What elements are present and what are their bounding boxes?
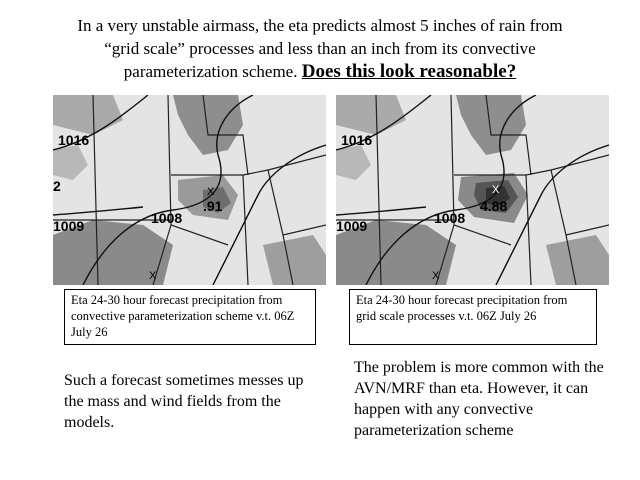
max-marker: X xyxy=(492,184,500,196)
isobar-label-1016: 1016 xyxy=(341,132,373,148)
low-marker: X xyxy=(432,270,440,282)
title-question: Does this look reasonable? xyxy=(301,61,517,82)
grid-scale-map-caption: Eta 24-30 hour forecast precipitation from grid scale processes v.t. 06Z July 26 xyxy=(349,289,597,345)
right-note: The problem is more common with the AVN/MRF than eta. However, it can happen with any convective parameterization scheme xyxy=(354,359,604,439)
isobar-label-1008: 1008 xyxy=(434,210,466,226)
title-line-1: In a very unstable airmass, the eta predicts almost 5 inches of rain from xyxy=(77,16,563,35)
grid-scale-map-graphic xyxy=(336,95,609,285)
low-marker: X xyxy=(149,270,157,282)
isobar-label-1016: 1016 xyxy=(58,132,90,148)
max-precip-value: 4.88 xyxy=(480,198,508,214)
isobar-label-1008: 1008 xyxy=(151,210,183,226)
isobar-label-1009: 1009 xyxy=(53,218,85,234)
grid-scale-precip-map xyxy=(336,95,609,285)
convective-map-caption: Eta 24-30 hour forecast precipitation from convective parameterization scheme v.t. 06Z July 26 xyxy=(64,289,316,345)
isobar-label-2: 2 xyxy=(53,178,61,194)
max-marker: X xyxy=(207,186,215,198)
title-line-3: parameterization scheme. xyxy=(123,62,298,81)
convective-map-graphic xyxy=(53,95,326,285)
slide-title xyxy=(40,14,600,83)
max-precip-value: .91 xyxy=(203,198,223,214)
left-note: Such a forecast sometimes messes up the mass and wind fields from the models. xyxy=(64,372,304,431)
isobar-label-1009: 1009 xyxy=(336,218,368,234)
title-line-2: “grid scale” processes and less than an inch from its convective xyxy=(104,39,536,58)
convective-precip-map xyxy=(53,95,326,285)
